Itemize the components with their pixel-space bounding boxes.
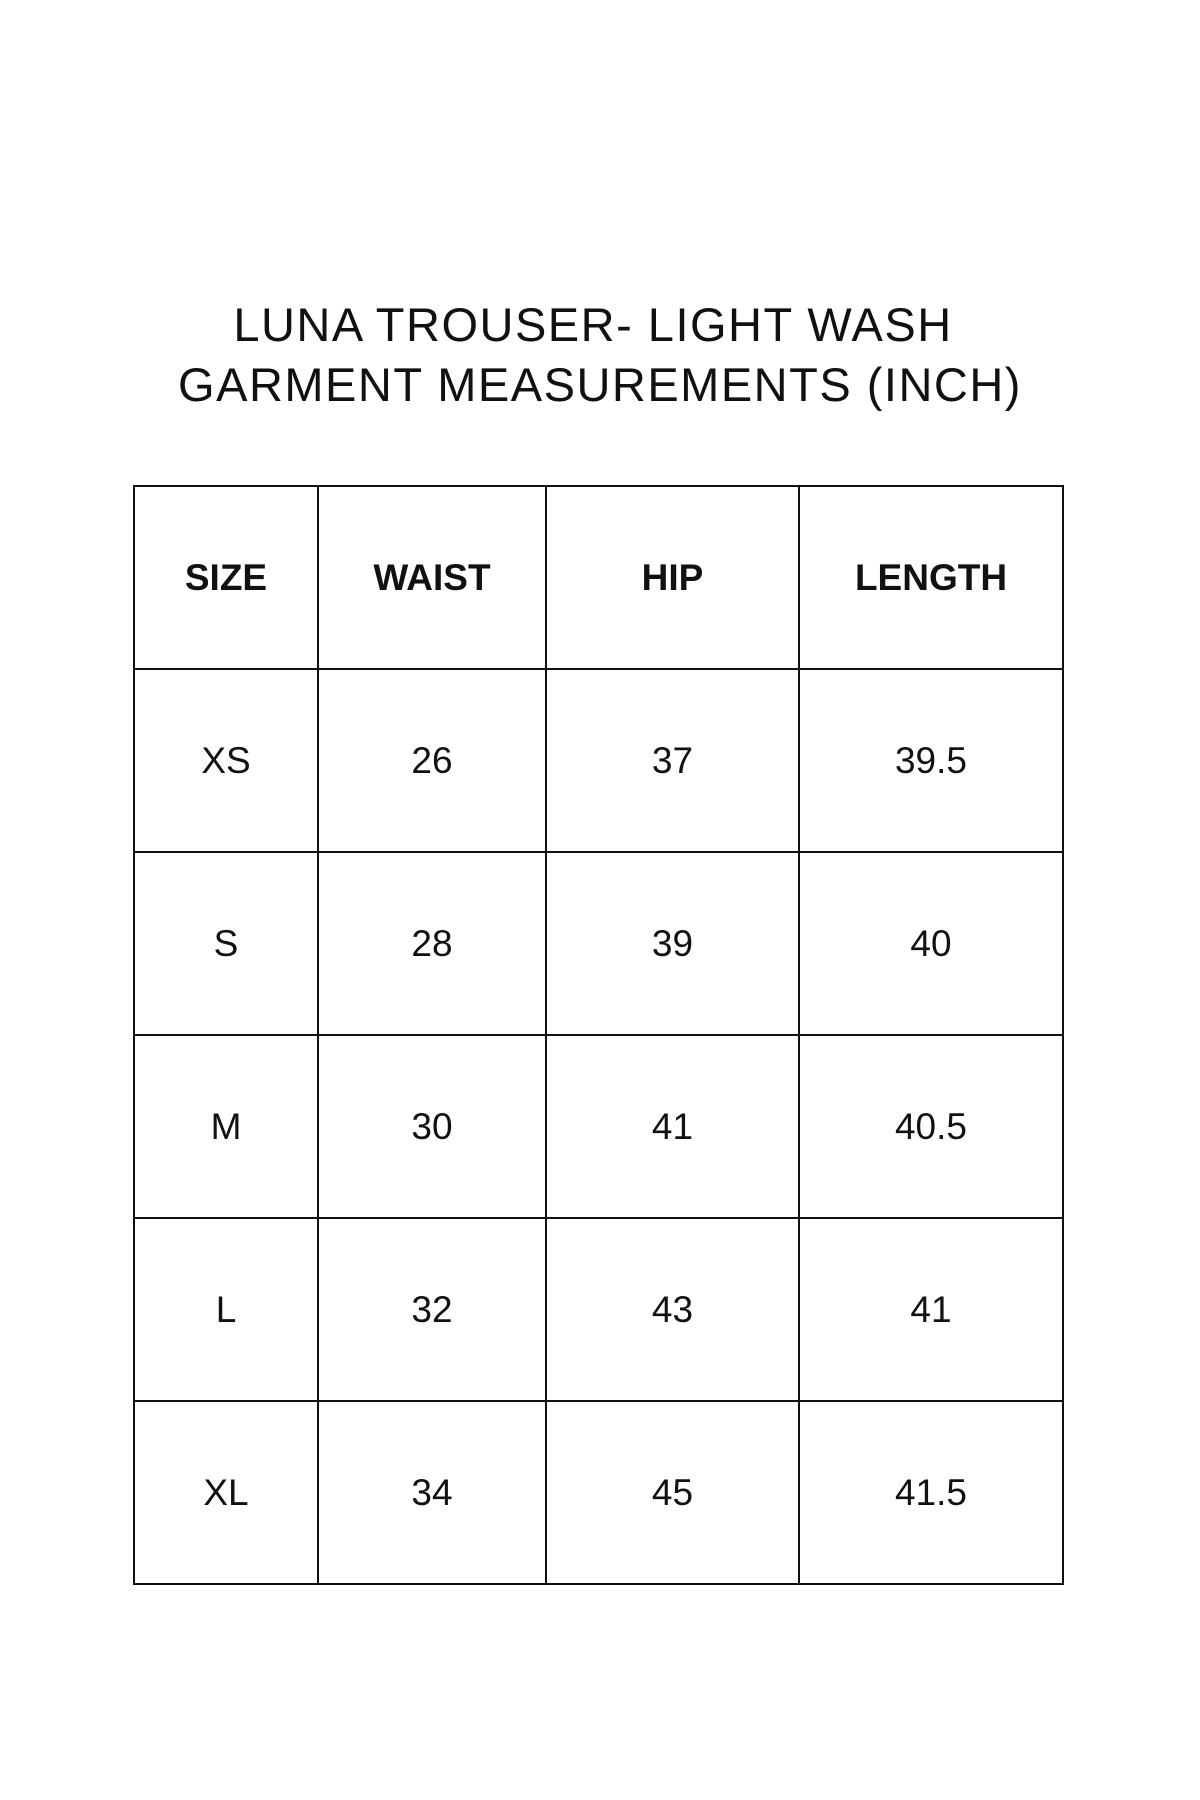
cell-length: 41.5 — [799, 1401, 1063, 1584]
header-hip: HIP — [546, 486, 799, 669]
cell-length: 40 — [799, 852, 1063, 1035]
table-row — [134, 1401, 1063, 1584]
table-row — [134, 1218, 1063, 1401]
cell-length: 39.5 — [799, 669, 1063, 852]
cell-size: XS — [134, 669, 318, 852]
cell-hip: 45 — [546, 1401, 799, 1584]
cell-waist: 34 — [318, 1401, 546, 1584]
size-chart-table — [133, 485, 1064, 1585]
cell-length: 41 — [799, 1218, 1063, 1401]
cell-size: M — [134, 1035, 318, 1218]
cell-hip: 41 — [546, 1035, 799, 1218]
cell-length: 40.5 — [799, 1035, 1063, 1218]
cell-hip: 39 — [546, 852, 799, 1035]
title-line-1: LUNA TROUSER- LIGHT WASH — [233, 298, 953, 351]
cell-waist: 28 — [318, 852, 546, 1035]
cell-waist: 32 — [318, 1218, 546, 1401]
header-waist: WAIST — [318, 486, 546, 669]
header-length: LENGTH — [799, 486, 1063, 669]
table-header-row — [134, 486, 1063, 669]
table-row — [134, 1035, 1063, 1218]
table-row — [134, 852, 1063, 1035]
cell-hip: 43 — [546, 1218, 799, 1401]
table-row — [134, 669, 1063, 852]
cell-size: L — [134, 1218, 318, 1401]
header-size: SIZE — [134, 486, 318, 669]
page-title — [0, 295, 1200, 415]
title-line-2: GARMENT MEASUREMENTS (INCH) — [178, 358, 1022, 411]
cell-waist: 30 — [318, 1035, 546, 1218]
cell-waist: 26 — [318, 669, 546, 852]
cell-hip: 37 — [546, 669, 799, 852]
cell-size: XL — [134, 1401, 318, 1584]
cell-size: S — [134, 852, 318, 1035]
